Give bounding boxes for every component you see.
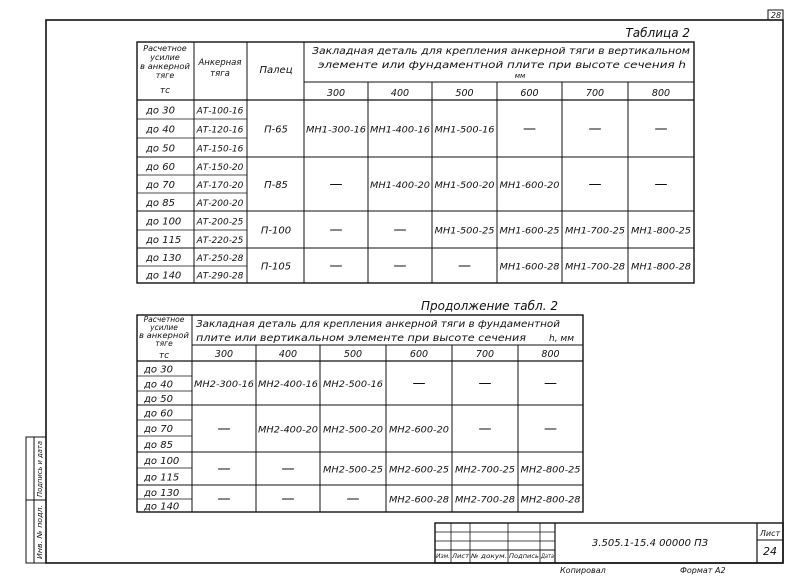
table1-finger-cell: П-100 bbox=[260, 225, 292, 237]
table1-rod-cell: АТ-200-20 bbox=[196, 199, 244, 209]
table2-force-cell: до 50 bbox=[144, 394, 173, 405]
table1-detail-cell: МН1-500-25 bbox=[434, 226, 495, 237]
table1-force-cell: до 30 bbox=[146, 105, 175, 117]
table2-height-label: 500 bbox=[343, 349, 363, 360]
left-strip-inventory-label: Инв. № подл. bbox=[36, 510, 44, 559]
table1-detail-cell: МН1-800-28 bbox=[631, 262, 692, 273]
table1-empty-dash: — bbox=[588, 121, 602, 137]
table2-force-unit: тс bbox=[158, 351, 170, 361]
table2-empty-dash: — bbox=[346, 491, 360, 507]
table1-rod-cell: АТ-170-20 bbox=[196, 181, 244, 191]
table1-empty-dash: — bbox=[329, 177, 343, 192]
table2-force-cell: до 85 bbox=[144, 440, 173, 451]
table1-rod-cell: АТ-220-25 bbox=[196, 236, 244, 246]
stamp-column-label: Лист bbox=[450, 553, 470, 560]
table2-empty-dash: — bbox=[544, 376, 557, 391]
table2-detail-unit: h, мм bbox=[549, 334, 575, 344]
table2-force-cell: до 100 bbox=[144, 456, 180, 467]
table1-force-header: Расчетное bbox=[143, 44, 187, 53]
table1-empty-dash: — bbox=[588, 177, 602, 192]
table2-detail-cell: МН2-400-20 bbox=[258, 425, 319, 436]
table2-detail-cell: МН2-800-28 bbox=[520, 495, 581, 506]
table2-empty-dash: — bbox=[217, 461, 231, 477]
table1-detail-cell: МН1-600-28 bbox=[499, 262, 560, 273]
table2-detail-cell: МН2-500-25 bbox=[323, 465, 384, 476]
table1-detail-cell: МН1-600-25 bbox=[499, 226, 560, 237]
table2-detail-cell: МН2-600-25 bbox=[389, 465, 450, 476]
table2-detail-header: Закладная деталь для крепления анкерной тяги в фундаментной bbox=[196, 319, 561, 330]
table2-force-header: Расчетное bbox=[143, 315, 185, 324]
table2-force-cell: до 140 bbox=[144, 501, 180, 513]
table1-rod-cell: АТ-150-20 bbox=[196, 163, 244, 173]
table2-grid bbox=[137, 315, 583, 512]
table2-force-cell: до 40 bbox=[144, 379, 173, 391]
table1-detail-cell: МН1-500-16 bbox=[434, 125, 495, 136]
footer-copied: Копировал bbox=[560, 566, 606, 575]
table2-empty-dash: — bbox=[478, 421, 492, 437]
table1-finger-cell: П-65 bbox=[264, 124, 288, 136]
table1-force-unit: тс bbox=[159, 86, 171, 96]
stamp-column-label: № докум. bbox=[469, 553, 508, 560]
table1-detail-header: Закладная деталь для крепления анкерной тяги в вертикальном bbox=[312, 46, 691, 57]
table2-detail-cell: МН2-700-25 bbox=[455, 465, 516, 476]
table1-rod-header: тяга bbox=[210, 69, 230, 79]
table1-detail-cell: МН1-700-28 bbox=[565, 262, 626, 273]
table2-force-header: тяге bbox=[155, 339, 173, 348]
table2-force-cell: до 60 bbox=[144, 408, 173, 420]
table1-empty-dash: — bbox=[458, 258, 471, 274]
table1-finger-cell: П-105 bbox=[260, 261, 292, 273]
table1-force-cell: до 60 bbox=[146, 162, 175, 173]
table1-height-label: 800 bbox=[651, 88, 671, 99]
table2-empty-dash: — bbox=[281, 461, 295, 477]
table1-height-label: 700 bbox=[585, 88, 605, 99]
table1-detail-cell: МН1-700-25 bbox=[565, 226, 626, 237]
table1-rod-cell: АТ-100-16 bbox=[196, 106, 244, 117]
sheet-corner-number: 28 bbox=[770, 11, 782, 20]
table1-rod-cell: АТ-200-25 bbox=[196, 217, 244, 228]
table2-empty-dash: — bbox=[281, 491, 295, 507]
table1-height-label: 300 bbox=[326, 88, 346, 99]
table2-empty-dash: — bbox=[217, 491, 231, 507]
table1-force-cell: до 130 bbox=[146, 253, 182, 264]
table1-rod-cell: АТ-250-28 bbox=[196, 254, 244, 264]
table2-empty-dash: — bbox=[217, 421, 231, 437]
table2-height-label: 800 bbox=[541, 349, 560, 360]
table2-detail-cell: МН2-600-20 bbox=[389, 425, 450, 436]
table1-empty-dash: — bbox=[329, 222, 343, 238]
table2-title: Продолжение табл. 2 bbox=[420, 299, 558, 313]
table2-height-label: 400 bbox=[278, 349, 298, 360]
table1-empty-dash: — bbox=[654, 177, 668, 192]
table1-detail-cell: МН1-500-20 bbox=[434, 181, 495, 191]
table2-force-cell: до 30 bbox=[144, 364, 173, 376]
left-strip-signature-label: Подпись и дата bbox=[36, 439, 44, 497]
stamp-sheet-label: Лист bbox=[759, 529, 781, 538]
table1-rod-cell: АТ-290-28 bbox=[196, 271, 244, 282]
table2-force-cell: до 115 bbox=[144, 472, 180, 484]
table1-detail-unit: мм bbox=[514, 72, 526, 80]
table1-detail-cell: МН1-400-20 bbox=[370, 181, 431, 191]
table1-detail-cell: МН1-400-16 bbox=[370, 125, 431, 136]
table1-empty-dash: — bbox=[393, 258, 407, 274]
table1-detail-cell: МН1-300-16 bbox=[306, 125, 367, 136]
table2-detail-cell: МН2-500-16 bbox=[323, 380, 384, 390]
table2-height-label: 700 bbox=[475, 349, 495, 360]
table1-height-label: 500 bbox=[455, 88, 474, 99]
table1-rod-cell: АТ-120-16 bbox=[196, 125, 244, 136]
table2-empty-dash: — bbox=[544, 421, 557, 437]
table1-detail-cell: МН1-800-25 bbox=[631, 226, 692, 237]
table1-force-cell: до 70 bbox=[146, 180, 175, 191]
table2-force-header: в анкерной bbox=[139, 331, 190, 340]
table1-force-cell: до 140 bbox=[146, 270, 182, 282]
table1-force-cell: до 85 bbox=[146, 198, 175, 209]
table2-height-label: 300 bbox=[214, 349, 234, 360]
table1-empty-dash: — bbox=[393, 222, 407, 238]
table1-rod-header: Анкерная bbox=[198, 58, 242, 68]
table1-height-label: 400 bbox=[390, 88, 410, 99]
table2-detail-cell: МН2-600-28 bbox=[389, 495, 450, 506]
table2-detail-cell: МН2-400-16 bbox=[258, 380, 319, 390]
table2-detail-cell: МН2-800-25 bbox=[520, 465, 581, 476]
table1-rod-cell: АТ-150-16 bbox=[196, 144, 244, 155]
table1-finger-cell: П-85 bbox=[264, 180, 288, 191]
table2-force-header: усилие bbox=[150, 323, 178, 332]
table1-force-header: усилие bbox=[150, 53, 180, 62]
table2-empty-dash: — bbox=[478, 376, 492, 391]
table1-empty-dash: — bbox=[329, 258, 343, 274]
footer-format: Формат А2 bbox=[680, 566, 726, 575]
table2-detail-cell: МН2-500-20 bbox=[323, 425, 384, 436]
table1-height-label: 600 bbox=[520, 88, 539, 99]
table1-force-cell: до 100 bbox=[146, 216, 182, 228]
table2-detail-header: плите или вертикальном элементе при высоте сечения bbox=[196, 333, 526, 344]
table1-force-cell: до 50 bbox=[146, 143, 175, 155]
table2-empty-dash: — bbox=[412, 376, 426, 391]
stamp-sheet-number: 24 bbox=[763, 545, 777, 558]
table1-title: Таблица 2 bbox=[625, 26, 690, 40]
table1-force-header: тяге bbox=[155, 71, 175, 80]
stamp-column-label: Изм. bbox=[436, 553, 451, 560]
table1-detail-cell: МН1-600-20 bbox=[499, 181, 560, 191]
table2-force-cell: до 70 bbox=[144, 424, 173, 435]
table1-detail-header: элементе или фундаментной плите при высоте сечения h bbox=[318, 60, 686, 71]
table2-detail-cell: МН2-300-16 bbox=[194, 380, 255, 390]
stamp-designation: 3.505.1-15.4 00000 ПЗ bbox=[591, 538, 709, 549]
table1-force-cell: до 115 bbox=[146, 235, 182, 246]
table1-empty-dash: — bbox=[654, 121, 668, 137]
table2-height-label: 600 bbox=[409, 349, 429, 360]
table2-force-cell: до 130 bbox=[144, 488, 180, 499]
table1-force-header: в анкерной bbox=[140, 62, 190, 71]
table2-detail-cell: МН2-700-28 bbox=[455, 495, 516, 506]
table1-finger-header: Палец bbox=[259, 65, 293, 76]
table1-empty-dash: — bbox=[523, 121, 536, 137]
stamp-column-label: Дата bbox=[540, 553, 555, 560]
table1-force-cell: до 40 bbox=[146, 124, 175, 136]
stamp-column-label: Подпись bbox=[509, 553, 540, 560]
